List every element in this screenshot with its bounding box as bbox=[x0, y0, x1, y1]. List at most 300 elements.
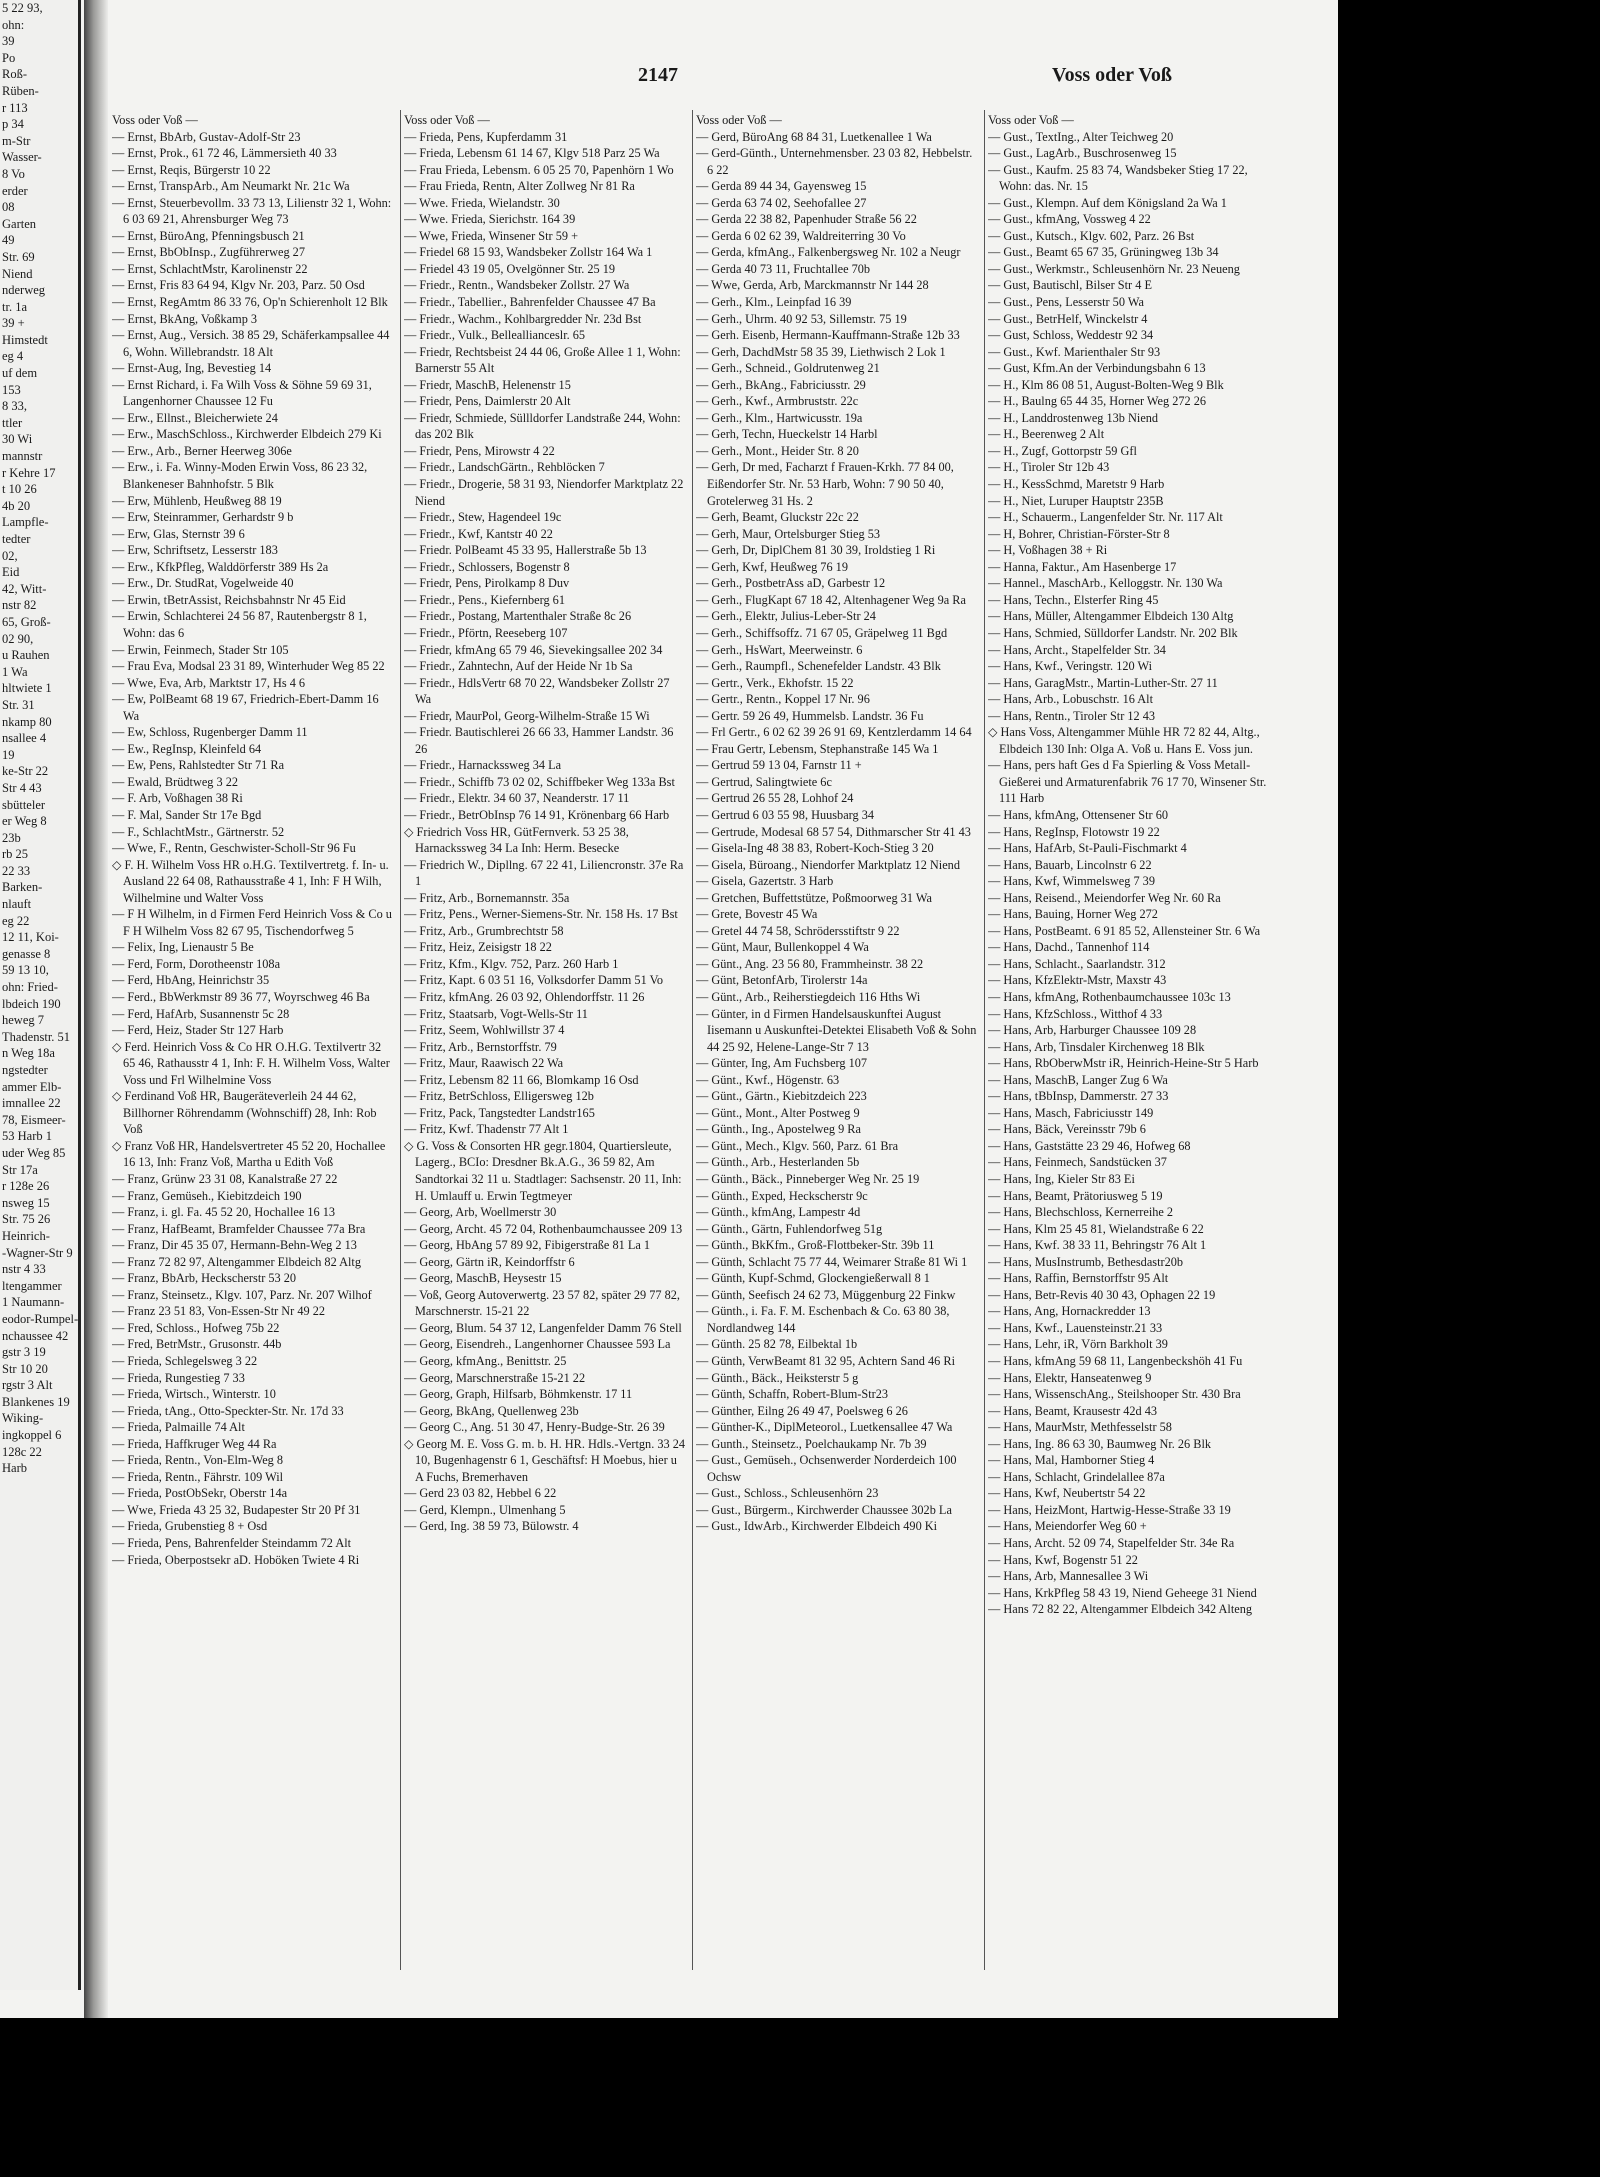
directory-entry: — Hans, Mal, Hamborner Stieg 4 bbox=[988, 1453, 1155, 1468]
directory-entry: — Ferd, HbAng, Heinrichstr 35 bbox=[112, 973, 270, 988]
directory-entry: ◇ Ferdinand Voß HR, Baugeräteverleih 24 44 62, Billhorner Röhrendamm (Wohnschiff) 28, Inh: Rob Voß bbox=[112, 1089, 377, 1137]
strip-line: 1 Wa bbox=[2, 664, 28, 679]
directory-entry: — Fritz, Staatsarb, Vogt-Wells-Str 11 bbox=[404, 1006, 588, 1021]
page-number: 2147 bbox=[638, 64, 678, 86]
directory-entry: — Frl Gertr., 6 02 62 39 26 91 69, Kentzlerdamm 14 64 bbox=[696, 725, 972, 740]
directory-entry: — Ernst, Fris 83 64 94, Klgv Nr. 203, Parz. 50 Osd bbox=[112, 278, 365, 293]
directory-entry: — Günther-K., DiplMeteorol., Luetkensallee 47 Wa bbox=[696, 1420, 953, 1435]
directory-entry: — Hans, MusInstrumb, Bethesdastr20b bbox=[988, 1254, 1184, 1269]
directory-entry: — Erw, Mühlenb, Heußweg 88 19 bbox=[112, 493, 282, 508]
directory-entry: — Ferd., BbWerkmstr 89 36 77, Woyrschweg 46 Ba bbox=[112, 989, 370, 1004]
directory-entry: — Gerd-Günth., Unternehmensber. 23 03 82, Hebbelstr. 6 22 bbox=[696, 146, 973, 177]
directory-entry: Voss oder Voß — bbox=[404, 113, 490, 127]
directory-entry: — Fritz, Arb., Grumbrechtstr 58 bbox=[404, 923, 564, 938]
directory-entry: — Hans, GaragMstr., Martin-Luther-Str. 27 11 bbox=[988, 675, 1218, 690]
directory-entry: — Gerh., Mont., Heider Str. 8 20 bbox=[696, 443, 859, 458]
strip-line: genasse 8 bbox=[2, 946, 51, 961]
directory-entry: — Franz 72 82 97, Altengammer Elbdeich 82 Altg bbox=[112, 1254, 361, 1269]
strip-line: nlauft bbox=[2, 897, 32, 912]
strip-line: ohn: Fried- bbox=[2, 980, 58, 995]
strip-line: r 128e 26 bbox=[2, 1179, 50, 1194]
directory-entry: — F. Arb, Voßhagen 38 Ri bbox=[112, 791, 243, 806]
directory-entry: — Gust., Beamt 65 67 35, Grüningweg 13b 34 bbox=[988, 245, 1219, 260]
directory-entry: — Günt., Mont., Alter Postweg 9 bbox=[696, 1105, 860, 1120]
directory-entry: — Hans, Kwf, Wimmelsweg 7 39 bbox=[988, 874, 1155, 889]
directory-entry: — Gust., Schloss., Schleusenhörn 23 bbox=[696, 1486, 879, 1501]
directory-entry: — Fred, BetrMstr., Grusonstr. 44b bbox=[112, 1337, 282, 1352]
strip-line: -Wagner-Str 9 bbox=[2, 1245, 73, 1260]
directory-entry: — Fred, Schloss., Hofweg 75b 22 bbox=[112, 1320, 280, 1335]
directory-entry: — Frau Gertr, Lebensm, Stephanstraße 145 Wa 1 bbox=[696, 741, 939, 756]
directory-entry: — Gisela, Büroang., Niendorfer Marktplatz 12 Niend bbox=[696, 857, 960, 872]
directory-entry: — Gerh., Elektr, Julius-Leber-Str 24 bbox=[696, 609, 876, 624]
strip-line: Str 10 20 bbox=[2, 1361, 48, 1376]
directory-entry: — Gerh., Raumpfl., Schenefelder Landstr. 43 Blk bbox=[696, 659, 941, 674]
strip-line: Str. 69 bbox=[2, 249, 35, 264]
directory-entry: — Wwe. Frieda, Wielandstr. 30 bbox=[404, 195, 560, 210]
directory-entry: — Hans, MaurMstr, Methfesselstr 58 bbox=[988, 1420, 1172, 1435]
directory-entry: — Erw., Dr. StudRat, Vogelweide 40 bbox=[112, 576, 294, 591]
strip-line: sbütteler bbox=[2, 797, 46, 812]
directory-entry: — Gertr., Verk., Ekhofstr. 15 22 bbox=[696, 675, 854, 690]
directory-entry: — Friedr, Pens, Mirowstr 4 22 bbox=[404, 443, 555, 458]
strip-line: imnallee 22 bbox=[2, 1096, 61, 1111]
strip-line: nsweg 15 bbox=[2, 1195, 50, 1210]
strip-line: rb 25 bbox=[2, 847, 29, 862]
directory-entry: — Georg C., Ang. 51 30 47, Henry-Budge-Str. 26 39 bbox=[404, 1420, 665, 1435]
directory-entry: — Friedel 68 15 93, Wandsbeker Zollstr 164 Wa 1 bbox=[404, 245, 653, 260]
strip-line: 78, Eismeer- bbox=[2, 1112, 66, 1127]
directory-entry: — Georg, Gärtn iR, Keindorffstr 6 bbox=[404, 1254, 575, 1269]
directory-entry: — Günt., Ang. 23 56 80, Frammheinstr. 38 22 bbox=[696, 956, 924, 971]
strip-line: r Kehre 17 bbox=[2, 465, 56, 480]
directory-entry: — Gisela, Gazertstr. 3 Harb bbox=[696, 874, 834, 889]
directory-entry: — Gust, Bautischl, Bilser Str 4 E bbox=[988, 278, 1152, 293]
directory-entry: — Hans, Masch, Fabriciusstr 149 bbox=[988, 1105, 1154, 1120]
directory-entry: — Hans, Arb, Tinsdaler Kirchenweg 18 Blk bbox=[988, 1039, 1205, 1054]
directory-entry: — Erwin, Feinmech, Stader Str 105 bbox=[112, 642, 289, 657]
strip-line: uf dem bbox=[2, 366, 38, 381]
strip-line: p 34 bbox=[2, 117, 24, 132]
directory-entry: — Ernst Richard, i. Fa Wilh Voss & Söhne 59 69 31, Langenhorner Chaussee 12 Fu bbox=[112, 377, 372, 409]
directory-entry: — H., Beerenweg 2 Alt bbox=[988, 427, 1105, 442]
directory-entry: — Fritz, Pens., Werner-Siemens-Str. Nr. 158 Hs. 17 Bst bbox=[404, 907, 678, 922]
directory-entry: — Günth, Schlacht 75 77 44, Weimarer Straße 81 Wi 1 bbox=[696, 1254, 968, 1269]
strip-line: Niend bbox=[2, 266, 33, 281]
column-rule bbox=[400, 110, 401, 1970]
directory-entry: — Frieda, Schlegelsweg 3 22 bbox=[112, 1354, 258, 1369]
directory-entry: — Friedr, Pens, Pirolkamp 8 Duv bbox=[404, 576, 570, 591]
directory-entry: — Voß, Georg Autoverwertg. 23 57 82, später 29 77 82, Marschnerstr. 15-21 22 bbox=[404, 1287, 680, 1319]
directory-entry: — Frieda, Rentn., Fährstr. 109 Wil bbox=[112, 1469, 284, 1484]
directory-entry: — Hans, pers haft Ges d Fa Spierling & Voss Metall-Gießerei und Armaturenfabrik 76 17 70, Winsener Str. 111 Harb bbox=[988, 758, 1267, 806]
directory-entry: — Friedr. PolBeamt 45 33 95, Hallerstraße 5b 13 bbox=[404, 543, 647, 558]
directory-entry: — Frieda, Lebensm 61 14 67, Klgv 518 Parz 25 Wa bbox=[404, 146, 660, 161]
directory-entry: — Georg, BkAng, Quellenweg 23b bbox=[404, 1403, 579, 1418]
directory-entry: — H., Landdrostenweg 13b Niend bbox=[988, 410, 1159, 425]
directory-entry: Voss oder Voß — bbox=[696, 113, 782, 127]
directory-entry: — Hans, Rentn., Tiroler Str 12 43 bbox=[988, 708, 1156, 723]
directory-entry: — Hans, kfmAng, Ottensener Str 60 bbox=[988, 807, 1168, 822]
directory-entry: — F., SchlachtMstr., Gärtnerstr. 52 bbox=[112, 824, 285, 839]
strip-line: hltwiete 1 bbox=[2, 681, 52, 696]
directory-entry: — Gerh., PostbetrAss aD, Garbestr 12 bbox=[696, 576, 886, 591]
directory-entry: — Friedr, MaschB, Helenenstr 15 bbox=[404, 377, 571, 392]
directory-entry: — Hans, Meiendorfer Weg 60 + bbox=[988, 1519, 1147, 1534]
strip-line: ke-Str 22 bbox=[2, 764, 49, 779]
directory-entry: — Georg, Arb, Woellmerstr 30 bbox=[404, 1205, 557, 1220]
strip-line: Str 4 43 bbox=[2, 780, 42, 795]
directory-entry: — Hans, Schlacht., Saarlandstr. 312 bbox=[988, 956, 1166, 971]
directory-entry: — Georg, HbAng 57 89 92, Fibigerstraße 81 La 1 bbox=[404, 1238, 651, 1253]
strip-line: r 113 bbox=[2, 100, 28, 115]
directory-entry: — Gerh., HsWart, Meerweinstr. 6 bbox=[696, 642, 863, 657]
directory-entry: — Friedr, Schmiede, Süllldorfer Landstraße 244, Wohn: das 202 Blk bbox=[404, 410, 681, 442]
directory-entry: — Frieda, Rungestieg 7 33 bbox=[112, 1370, 245, 1385]
directory-entry: — Friedr., Schiffb 73 02 02, Schiffbeker Weg 133a Bst bbox=[404, 774, 675, 789]
directory-entry: ◇ Georg M. E. Voss G. m. b. H. HR. Hdls.-Vertgn. 33 24 10, Bugenhagenstr 6 1, Geschäftsf: H Moebus, hier u A Fuchs, Bremerhaven bbox=[404, 1436, 686, 1484]
directory-entry: — Felix, Ing, Lienaustr 5 Be bbox=[112, 940, 254, 955]
directory-entry: — Frau Frieda, Rentn, Alter Zollweg Nr 81 Ra bbox=[404, 179, 635, 194]
strip-line: ngstedter bbox=[2, 1063, 48, 1077]
directory-entry: — Gust, Kfm.An der Verbindungsbahn 6 13 bbox=[988, 361, 1206, 376]
directory-entry: — Hans, Beamt, Krausestr 42d 43 bbox=[988, 1403, 1158, 1418]
strip-line: nkamp 80 bbox=[2, 714, 52, 729]
directory-entry: Voss oder Voß — bbox=[988, 113, 1074, 127]
directory-entry: — Hans, kfmAng, Rothenbaumchaussee 103c 13 bbox=[988, 989, 1231, 1004]
strip-line: mannstr bbox=[2, 449, 43, 464]
directory-entry: — Gerh., Schneid., Goldrutenweg 21 bbox=[696, 361, 880, 376]
strip-line: nstr 82 bbox=[2, 598, 37, 613]
directory-entry: — Frieda, Rentn., Von-Elm-Weg 8 bbox=[112, 1453, 284, 1468]
directory-entry: — Günt., Mech., Klgv. 560, Parz. 61 Bra bbox=[696, 1138, 899, 1153]
directory-entry: — Erwin, Schlachterei 24 56 87, Rautenbergstr 8 1, Wohn: das 6 bbox=[112, 609, 367, 640]
directory-entry: — Frieda, Haffkruger Weg 44 Ra bbox=[112, 1436, 277, 1451]
directory-entry: — Fritz, Kwf. Thadenstr 77 Alt 1 bbox=[404, 1122, 569, 1137]
strip-line: 30 Wi bbox=[2, 432, 33, 447]
strip-line: ingkoppel 6 bbox=[2, 1428, 62, 1443]
directory-entry: — Franz, i. gl. Fa. 45 52 20, Hochallee 16 13 bbox=[112, 1205, 336, 1220]
strip-line: n Weg 18a bbox=[2, 1046, 55, 1061]
directory-entry: — H., KessSchmd, Maretstr 9 Harb bbox=[988, 477, 1165, 492]
directory-entry: — Erwin, tBetrAssist, Reichsbahnstr Nr 45 Eid bbox=[112, 592, 346, 607]
directory-entry: — Ewald, Brüdtweg 3 22 bbox=[112, 774, 239, 789]
directory-entry: — H, Voßhagen 38 + Ri bbox=[988, 543, 1108, 558]
directory-entry: — Gust., Gemüseh., Ochsenwerder Norderdeich 100 Ochsw bbox=[696, 1453, 957, 1484]
directory-entry: — Gretel 44 74 58, Schrödersstiftstr 9 22 bbox=[696, 923, 900, 938]
directory-entry: — Frieda, Grubenstieg 8 + Osd bbox=[112, 1519, 268, 1534]
strip-line: Blankenes 19 bbox=[2, 1394, 70, 1409]
strip-line: Rüben- bbox=[2, 83, 39, 98]
directory-entry: — Erw, Schriftsetz, Lesserstr 183 bbox=[112, 543, 278, 558]
directory-entry: — Hans, Dachd., Tannenhof 114 bbox=[988, 940, 1150, 955]
directory-entry: — Erw., KfkPfleg, Walddörferstr 389 Hs 2a bbox=[112, 559, 329, 574]
directory-entry: — H., Klm 86 08 51, August-Bolten-Weg 9 Blk bbox=[988, 377, 1224, 392]
strip-line: 5 22 93, bbox=[2, 1, 43, 15]
directory-entry: — Gerh, Techn, Hueckelstr 14 Harbl bbox=[696, 427, 878, 442]
directory-entry: — Hans, Arb., Lobuschstr. 16 Alt bbox=[988, 692, 1153, 707]
directory-entry: — Gerd 23 03 82, Hebbel 6 22 bbox=[404, 1486, 557, 1501]
directory-entry: — Hans, RbOberwMstr iR, Heinrich-Heine-Str 5 Harb bbox=[988, 1056, 1259, 1071]
directory-entry: — Gust., TextIng., Alter Teichweg 20 bbox=[988, 129, 1174, 144]
directory-entry: — Hans, MaschB, Langer Zug 6 Wa bbox=[988, 1072, 1168, 1087]
directory-entry: — Friedr., Vulk., Belleallianceslr. 65 bbox=[404, 328, 586, 343]
strip-line: ltengammer bbox=[2, 1278, 62, 1293]
directory-entry: ◇ F. H. Wilhelm Voss HR o.H.G. Textilvertretg. f. In- u. Ausland 22 64 08, Rathausstraße 4 1, Inh: F H Wilh, Wilhelmine und Walter Voss bbox=[112, 857, 389, 905]
directory-entry: — Hans, Ing, Kieler Str 83 Ei bbox=[988, 1172, 1135, 1186]
directory-entry: — Hans, WissenschAng., Steilshooper Str. 430 Bra bbox=[988, 1387, 1241, 1402]
directory-entry: — Günth, VerwBeamt 81 32 95, Achtern Sand 46 Ri bbox=[696, 1354, 956, 1369]
strip-line: 128c 22 bbox=[2, 1444, 42, 1459]
directory-entry: — Erw., Arb., Berner Heerweg 306e bbox=[112, 443, 292, 458]
strip-line: eg 22 bbox=[2, 913, 30, 928]
directory-entry: — Gertrude, Modesal 68 57 54, Dithmarscher Str 41 43 bbox=[696, 824, 971, 839]
directory-entry: ◇ Friedrich Voss HR, GütFernverk. 53 25 38, Harnackssweg 34 La Inh: Herm. Besecke bbox=[404, 824, 629, 856]
directory-entry: — Friedr., Wachm., Kohlbargredder Nr. 23d Bst bbox=[404, 311, 642, 326]
directory-entry: — Hans, Archt. 52 09 74, Stapelfelder Str. 34e Ra bbox=[988, 1536, 1235, 1551]
directory-entry: — Gerda 6 02 62 39, Waldreiterring 30 Vo bbox=[696, 228, 906, 243]
strip-line: eodor-Rumpel- bbox=[2, 1311, 79, 1326]
directory-entry: — Günth. 25 82 78, Eilbektal 1b bbox=[696, 1337, 858, 1352]
directory-entry: — Hans, Arb, Mannesallee 3 Wi bbox=[988, 1569, 1149, 1584]
directory-entry: — Fritz, Arb., Bernstorffstr. 79 bbox=[404, 1039, 557, 1054]
directory-entry: — Gust., Klempn. Auf dem Königsland 2a Wa 1 bbox=[988, 195, 1227, 210]
directory-entry: — Friedr, kfmAng 65 79 46, Sievekingsallee 202 34 bbox=[404, 642, 663, 657]
strip-line: Eid bbox=[2, 565, 20, 580]
directory-entry: — Gertrud 26 55 28, Lohhof 24 bbox=[696, 791, 854, 806]
directory-entry: — Gerd, Klempn., Ulmenhang 5 bbox=[404, 1502, 566, 1517]
column-3 bbox=[696, 112, 978, 1992]
directory-entry: — H., Baulng 65 44 35, Horner Weg 272 26 bbox=[988, 394, 1207, 409]
directory-entry: — Gust, Schloss, Weddestr 92 34 bbox=[988, 328, 1154, 343]
previous-page-strip bbox=[0, 0, 81, 1990]
directory-entry: — Fritz, Seem, Wohlwillstr 37 4 bbox=[404, 1023, 565, 1038]
directory-entry: — Franz, Steinsetz., Klgv. 107, Parz. Nr. 207 Wilhof bbox=[112, 1287, 372, 1302]
directory-entry: — Hans, Schlacht, Grindelallee 87a bbox=[988, 1469, 1165, 1484]
directory-entry: — Hans, Ing. 86 63 30, Baumweg Nr. 26 Blk bbox=[988, 1436, 1212, 1451]
directory-entry: — Hans, Schmied, Sülldorfer Landstr. Nr. 202 Blk bbox=[988, 625, 1238, 640]
strip-line: u Rauhen bbox=[2, 648, 50, 663]
directory-entry: — Hans, Kwf., Lauensteinstr.21 33 bbox=[988, 1320, 1163, 1335]
directory-entry: — Günth., Gärtn, Fuhlendorfweg 51g bbox=[696, 1221, 883, 1236]
directory-entry: — Hans, Bauarb, Lincolnstr 6 22 bbox=[988, 857, 1152, 872]
directory-entry: — Günt., Gärtn., Kiebitzdeich 223 bbox=[696, 1089, 867, 1104]
strip-line: nstr 4 33 bbox=[2, 1262, 46, 1277]
directory-entry: — Günth., i. Fa. F. M. Eschenbach & Co. 63 80 38, Nordlandweg 144 bbox=[696, 1304, 950, 1335]
directory-entry: — Gust., Kaufm. 25 83 74, Wandsbeker Stieg 17 22, Wohn: das. Nr. 15 bbox=[988, 162, 1248, 194]
strip-line: Str. 31 bbox=[2, 697, 35, 712]
directory-entry: — Friedr., Elektr. 34 60 37, Neanderstr. 17 11 bbox=[404, 791, 630, 806]
directory-entry: — Friedr., Pförtn, Reeseberg 107 bbox=[404, 625, 568, 640]
directory-entry: — Günter, Ing, Am Fuchsberg 107 bbox=[696, 1056, 868, 1071]
directory-entry: — Georg, Eisendreh., Langenhorner Chaussee 593 La bbox=[404, 1337, 671, 1352]
strip-line: Roß- bbox=[2, 67, 27, 82]
strip-line: eg 4 bbox=[2, 349, 24, 364]
directory-entry: — Frieda, tAng., Otto-Speckter-Str. Nr. 17d 33 bbox=[112, 1403, 344, 1418]
strip-line: tr. 1a bbox=[2, 299, 27, 314]
page-header bbox=[108, 62, 1338, 92]
strip-line: 153 bbox=[2, 382, 21, 397]
directory-entry: — Franz, BbArb, Heckscherstr 53 20 bbox=[112, 1271, 297, 1286]
directory-entry: — Friedr., Stew, Hagendeel 19c bbox=[404, 510, 562, 525]
column-4 bbox=[988, 112, 1270, 1992]
column-2 bbox=[404, 112, 686, 1992]
directory-entry: — Ferd, HafArb, Susannenstr 5c 28 bbox=[112, 1006, 290, 1021]
directory-entry: — Hans, Techn., Elsterfer Ring 45 bbox=[988, 592, 1159, 607]
directory-entry: — H., Niet, Luruper Hauptstr 235B bbox=[988, 493, 1164, 508]
directory-entry: — Hans, Betr-Revis 40 30 43, Ophagen 22 19 bbox=[988, 1287, 1216, 1302]
directory-entry: — Gerh, Dr, DiplChem 81 30 39, Iroldstieg 1 Ri bbox=[696, 543, 936, 558]
directory-entry: — Wwe, Frieda, Winsener Str 59 + bbox=[404, 228, 579, 243]
directory-entry: — Ernst, TranspArb., Am Neumarkt Nr. 21c Wa bbox=[112, 179, 350, 194]
directory-entry: — Friedr., Postang, Martenthaler Straße 8c 26 bbox=[404, 609, 632, 624]
directory-entry: — Georg, Marschnerstraße 15-21 22 bbox=[404, 1370, 586, 1385]
strip-line: ammer Elb- bbox=[2, 1079, 62, 1094]
directory-entry: — Friedr., Drogerie, 58 31 93, Niendorfer Marktplatz 22 Niend bbox=[404, 477, 684, 508]
strip-line: Wasser- bbox=[2, 150, 42, 165]
directory-entry: — Gertrud 59 13 04, Farnstr 11 + bbox=[696, 758, 862, 773]
directory-entry: — Gerda, kfmAng., Falkenbergsweg Nr. 102 a Neugr bbox=[696, 245, 961, 260]
directory-entry: ◇ G. Voss & Consorten HR gegr.1804, Quartiersleute, Lagerg., BCIo: Dresdner Bk.A.G., 36 59 82, Am Sandtorkai 32 11 u. Stadtlager: Sachsenstr. 20 11, Inh: H. Umlauff u. Erwin Tegtmeyer bbox=[404, 1138, 682, 1203]
directory-entry: — Gust., kfmAng, Vossweg 4 22 bbox=[988, 212, 1151, 227]
strip-line: 8 33, bbox=[2, 399, 27, 414]
column-rule bbox=[692, 110, 693, 1970]
strip-line: 22 33 bbox=[2, 863, 31, 878]
directory-entry: — Ernst, BkAng, Voßkamp 3 bbox=[112, 311, 258, 326]
directory-entry: — Friedr., Schlossers, Bogenstr 8 bbox=[404, 559, 570, 574]
directory-entry: — Friedel 43 19 05, Ovelgönner Str. 25 19 bbox=[404, 261, 616, 276]
directory-entry: — Gerh., Uhrm. 40 92 53, Sillemstr. 75 19 bbox=[696, 311, 907, 326]
directory-entry: — F H Wilhelm, in d Firmen Ferd Heinrich Voss & Co u F H Wilhelm Voss 82 67 95, Tischendorfweg 5 bbox=[112, 907, 392, 938]
directory-entry: — Franz 23 51 83, Von-Essen-Str Nr 49 22 bbox=[112, 1304, 326, 1319]
directory-entry: — Hans, Ang, Hornackredder 13 bbox=[988, 1304, 1151, 1319]
directory-entry: — Gerh, Maur, Ortelsburger Stieg 53 bbox=[696, 526, 881, 541]
directory-entry: — Grete, Bovestr 45 Wa bbox=[696, 907, 818, 922]
directory-entry: — Gust., Pens, Lesserstr 50 Wa bbox=[988, 295, 1144, 310]
directory-entry: — Hans, KrkPfleg 58 43 19, Niend Geheege 31 Niend bbox=[988, 1585, 1257, 1600]
directory-entry: — Friedr., Kwf, Kantstr 40 22 bbox=[404, 526, 553, 541]
directory-entry: — Gertr., Rentn., Koppel 17 Nr. 96 bbox=[696, 692, 870, 707]
directory-entry: — Gerh., Kwf., Armbruststr. 22c bbox=[696, 394, 859, 409]
directory-entry: — Gerh., FlugKapt 67 18 42, Altenhagener Weg 9a Ra bbox=[696, 592, 966, 607]
directory-entry: — Gerh., Klm., Leinpfad 16 39 bbox=[696, 295, 852, 310]
directory-entry: — Gust., Werkmstr., Schleusenhörn Nr. 23 Neueng bbox=[988, 261, 1240, 276]
directory-entry: — Gerda 40 73 11, Fruchtallee 70b bbox=[696, 261, 871, 276]
directory-entry: — Fritz, kfmAng. 26 03 92, Ohlendorffstr. 11 26 bbox=[404, 989, 645, 1004]
directory-entry: — Georg, MaschB, Heysestr 15 bbox=[404, 1271, 562, 1286]
directory-entry: — Ew., RegInsp, Kleinfeld 64 bbox=[112, 741, 262, 756]
directory-entry: — Fritz, Heiz, Zeisigstr 18 22 bbox=[404, 940, 552, 955]
strip-line: Lampfle- bbox=[2, 515, 49, 530]
directory-entry: — Hans, HeizMont, Hartwig-Hesse-Straße 33 19 bbox=[988, 1502, 1231, 1517]
directory-entry: — Gretchen, Buffettstütze, Poßmoorweg 31 Wa bbox=[696, 890, 932, 905]
directory-entry: — Georg, Blum. 54 37 12, Langenfelder Damm 76 Stell bbox=[404, 1320, 682, 1335]
book-gutter bbox=[84, 0, 108, 2018]
directory-entry: — Hans, Elektr, Hanseatenweg 9 bbox=[988, 1370, 1152, 1385]
directory-entry: — Gerh, Beamt, Gluckstr 22c 22 bbox=[696, 510, 859, 525]
directory-entry: — Gertrud 6 03 55 98, Huusbarg 34 bbox=[696, 807, 875, 822]
strip-line: m-Str bbox=[2, 133, 31, 148]
directory-entry: — H., Zugf, Gottorpstr 59 Gfl bbox=[988, 443, 1137, 458]
directory-entry: — Friedr., Harnackssweg 34 La bbox=[404, 758, 562, 773]
strip-line: 02, bbox=[2, 548, 18, 563]
directory-entry: — Wwe, Frieda 43 25 32, Budapester Str 20 Pf 31 bbox=[112, 1502, 361, 1517]
directory-entry: — Hans, Bäck, Vereinsstr 79b 6 bbox=[988, 1122, 1146, 1137]
directory-entry: — Ernst, Prok., 61 72 46, Lämmersieth 40 33 bbox=[112, 146, 337, 161]
directory-entry: — Fritz, BetrSchloss, Elligersweg 12b bbox=[404, 1089, 594, 1104]
strip-line: 02 90, bbox=[2, 631, 34, 646]
directory-entry: — Hannel., MaschArb., Kelloggstr. Nr. 130 Wa bbox=[988, 576, 1223, 591]
directory-entry: — Friedr., HdlsVertr 68 70 22, Wandsbeker Zollstr 27 Wa bbox=[404, 675, 670, 707]
directory-entry: ◇ Ferd. Heinrich Voss & Co HR O.H.G. Textilvertr 32 65 46, Rathausstr 4 1, Inh: F. H. Wilhelm Voss, Walter Voss und Frl Wilhelmine Voss bbox=[112, 1039, 390, 1087]
directory-entry: — Ferd, Heiz, Stader Str 127 Harb bbox=[112, 1023, 284, 1038]
strip-line: 1 Naumann- bbox=[2, 1295, 65, 1310]
strip-line: 19 bbox=[2, 747, 15, 762]
directory-entry: — Hans, Bauing, Horner Weg 272 bbox=[988, 907, 1158, 922]
directory-entry: Voss oder Voß — bbox=[112, 113, 198, 127]
strip-line: nsallee 4 bbox=[2, 731, 47, 746]
directory-entry: — Hans, kfmAng 59 68 11, Langenbeckshöh 41 Fu bbox=[988, 1354, 1243, 1369]
directory-entry: — Hans, Blechschloss, Kernerreihe 2 bbox=[988, 1205, 1174, 1220]
directory-entry: — Ernst, BbObInsp., Zugführerweg 27 bbox=[112, 245, 305, 260]
directory-entry: — Friedr., Pens., Kiefernberg 61 bbox=[404, 592, 565, 607]
directory-entry: — Hans, Kwf., Veringstr. 120 Wi bbox=[988, 659, 1153, 674]
directory-entry: — Gerh, DachdMstr 58 35 39, Liethwisch 2 Lok 1 bbox=[696, 344, 946, 359]
directory-entry: — Friedr., Rentn., Wandsbeker Zollstr. 27 Wa bbox=[404, 278, 630, 293]
directory-entry: — Hans, HafArb, St-Pauli-Fischmarkt 4 bbox=[988, 841, 1187, 856]
directory-entry: — Georg, kfmAng., Benittstr. 25 bbox=[404, 1354, 567, 1369]
directory-entry: — Hans, Raffin, Bernstorffstr 95 Alt bbox=[988, 1271, 1169, 1286]
directory-entry: — Hans, PostBeamt. 6 91 85 52, Allensteiner Str. 6 Wa bbox=[988, 923, 1261, 938]
strip-line: erder bbox=[2, 183, 28, 198]
directory-entry: — Hans, Lehr, iR, Vörn Barkholt 39 bbox=[988, 1337, 1168, 1352]
strip-line: tedter bbox=[2, 532, 31, 546]
scan-border-bottom bbox=[0, 2018, 1338, 2177]
directory-entry: — Günt., Kwf., Högenstr. 63 bbox=[696, 1072, 840, 1087]
directory-entry: — Frieda, Oberpostsekr aD. Hoböken Twiete 4 Ri bbox=[112, 1552, 360, 1567]
directory-entry: ◇ Franz Voß HR, Handelsvertreter 45 52 20, Hochallee 16 13, Inh: Franz Voß, Martha u Edith Voß bbox=[112, 1138, 386, 1170]
directory-entry: — Gerda 63 74 02, Seehofallee 27 bbox=[696, 195, 867, 210]
directory-entry: — Frieda, Pens, Kupferdamm 31 bbox=[404, 129, 568, 144]
strip-line: nchaussee 42 bbox=[2, 1328, 69, 1343]
directory-entry: — Gerh, Dr med, Facharzt f Frauen-Krkh. 77 84 00, Eißendorfer Str. Nr. 53 Harb, Wohn: 7 90 50 40, Grotelerweg 31 Hs. 2 bbox=[696, 460, 954, 508]
directory-entry: — Erw., MaschSchloss., Kirchwerder Elbdeich 279 Ki bbox=[112, 427, 382, 442]
directory-entry: — Hans, Beamt, Prätoriusweg 5 19 bbox=[988, 1188, 1163, 1203]
directory-entry: — Ew, Pens, Rahlstedter Str 71 Ra bbox=[112, 758, 285, 773]
directory-entry: — Hans, Kwf, Neubertstr 54 22 bbox=[988, 1486, 1146, 1501]
directory-entry: — Günth., Bäck., Heiksterstr 5 g bbox=[696, 1370, 859, 1385]
directory-entry: — Wwe. Frieda, Sierichstr. 164 39 bbox=[404, 212, 576, 227]
strip-line: Barken- bbox=[2, 880, 43, 895]
directory-entry: — Friedr., LandschGärtn., Rehblöcken 7 bbox=[404, 460, 605, 475]
directory-entry: — Ernst-Aug, Ing, Bevestieg 14 bbox=[112, 361, 272, 376]
strip-line: Str. 75 26 bbox=[2, 1212, 51, 1227]
directory-entry: — Ernst, Reqis, Bürgerstr 10 22 bbox=[112, 162, 271, 177]
directory-entry: — Günth., kfmAng, Lampestr 4d bbox=[696, 1205, 861, 1220]
directory-entry: — Frieda, Palmaille 74 Alt bbox=[112, 1420, 245, 1435]
directory-entry: — Hans, Reisend., Meiendorfer Weg Nr. 60 Ra bbox=[988, 890, 1221, 905]
directory-entry: — Hans, Archt., Stapelfelder Str. 34 bbox=[988, 642, 1166, 657]
directory-entry: — Hans, Kwf, Bogenstr 51 22 bbox=[988, 1552, 1138, 1567]
directory-entry: — Günth., Arb., Hesterlanden 5b bbox=[696, 1155, 860, 1170]
directory-entry: — Frau Frieda, Lebensm. 6 05 25 70, Papenhörn 1 Wo bbox=[404, 162, 674, 177]
strip-line: Harb bbox=[2, 1461, 27, 1476]
strip-line: er Weg 8 bbox=[2, 814, 47, 829]
directory-entry: — Gertr. 59 26 49, Hummelsb. Landstr. 36 Fu bbox=[696, 708, 924, 723]
directory-entry: — Erw, Steinrammer, Gerhardstr 9 b bbox=[112, 510, 294, 525]
directory-entry: — Frieda, PostObSekr, Oberstr 14a bbox=[112, 1486, 288, 1501]
directory-entry: — Frieda, Wirtsch., Winterstr. 10 bbox=[112, 1387, 276, 1402]
